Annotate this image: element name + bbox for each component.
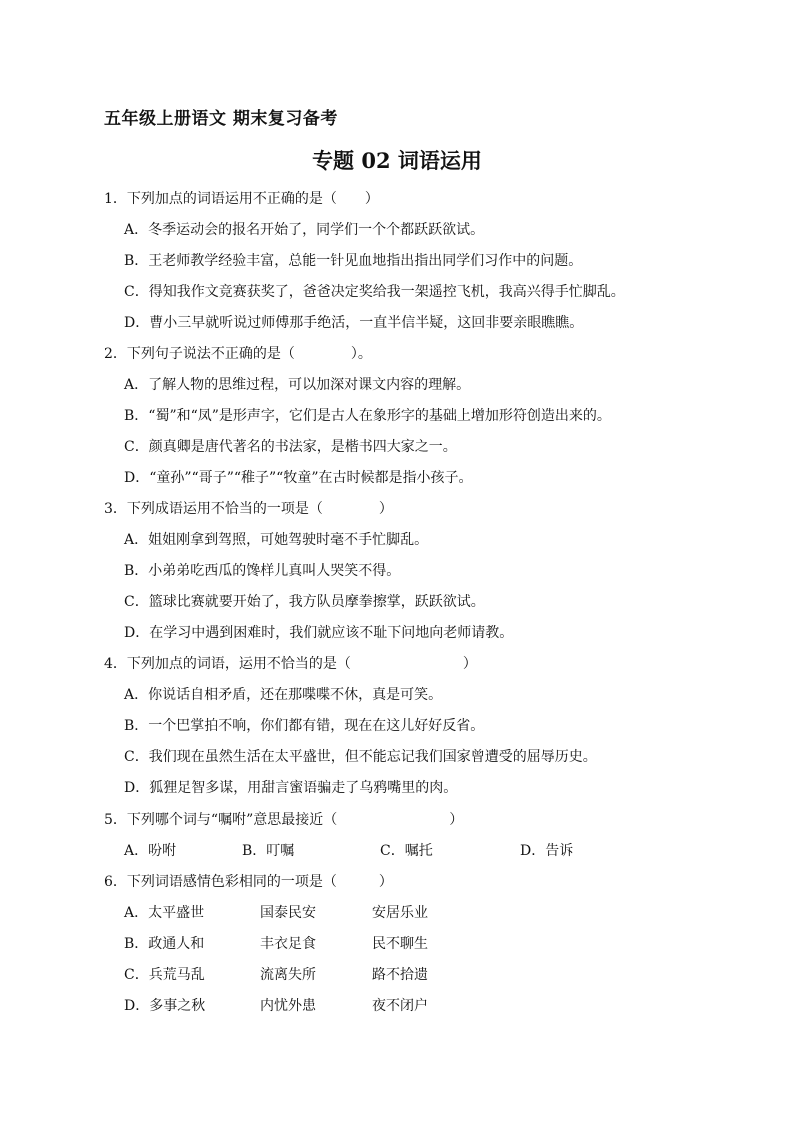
question-2 [104,339,724,494]
question-5 [104,805,724,867]
question-4-option-c: C．我们现在虽然生活在太平盛世，但不能忘记我们国家曾遭受的屈辱历史。 [124,749,597,765]
question-5-choice-b: B．叮嘱 [242,843,295,859]
question-1-option-a: A．冬季运动会的报名开始了，同学们一个个都跃跃欲试。 [124,222,485,238]
question-6-row-b-word-2: 丰衣足食 [260,936,316,952]
question-6-row-c-word-3: 路不拾遗 [372,967,428,983]
question-5-choice-c: C．嘱托 [380,843,433,859]
question-3-stem: 3．下列成语运用不恰当的一项是（ ） [104,501,393,517]
question-1-option-b: B．王老师教学经验丰富，总能一针见血地指出指出同学们习作中的问题。 [124,253,583,269]
question-3-option-b: B．小弟弟吃西瓜的馋样儿真叫人哭笑不得。 [124,563,401,579]
question-6-row-c [104,960,724,991]
question-6-row-b-word-3: 民不聊生 [372,936,428,952]
question-5-stem: 5．下列哪个词与“嘱咐”意思最接近（ ） [104,812,464,828]
question-6-row-d-word-2: 内忧外患 [260,998,316,1014]
question-4-option-a: A．你说话自相矛盾，还在那喋喋不休，真是可笑。 [124,687,443,703]
question-6 [104,867,724,1022]
question-6-stem: 6．下列词语感情色彩相同的一项是（ ） [104,874,393,890]
question-3-option-a: A．姐姐刚拿到驾照，可她驾驶时毫不手忙脚乱。 [124,532,429,548]
question-1-option-d: D．曹小三早就听说过师傅那手绝活，一直半信半疑，这回非要亲眼瞧瞧。 [124,315,584,331]
question-1-stem: 1．下列加点的词语运用不正确的是（ ） [104,191,379,207]
question-4 [104,649,724,804]
question-2-option-d: D．“童孙”“哥子”“稚子”“牧童”在古时候都是指小孩子。 [124,470,473,486]
question-6-row-a [104,898,724,929]
question-5-choice-d: D．告诉 [520,843,574,859]
question-2-option-a: A．了解人物的思维过程，可以加深对课文内容的理解。 [124,377,471,393]
question-6-row-b-word-1: B．政通人和 [124,936,205,952]
question-4-option-b: B．一个巴掌拍不响，你们都有错，现在在这儿好好反省。 [124,718,485,734]
question-3-option-d: D．在学习中遇到困难时，我们就应该不耻下问地向老师请教。 [124,625,514,641]
question-1 [104,184,724,339]
question-5-choices [104,836,724,867]
question-6-row-c-word-2: 流离失所 [260,967,316,983]
question-5-choice-a: A．吩咐 [124,843,177,859]
question-6-row-a-word-1: A．太平盛世 [124,905,205,921]
question-4-stem: 4．下列加点的词语，运用不恰当的是（ ） [104,656,477,672]
question-6-row-a-word-3: 安居乐业 [372,905,428,921]
question-6-row-d-word-3: 夜不闭户 [372,998,428,1014]
question-1-option-c: C．得知我作文竞赛获奖了，爸爸决定奖给我一架遥控飞机，我高兴得手忙脚乱。 [124,284,625,300]
question-3-option-c: C．篮球比赛就要开始了，我方队员摩拳擦掌，跃跃欲试。 [124,594,485,610]
question-6-row-b [104,929,724,960]
question-3 [104,494,724,649]
question-6-row-d-word-1: D．多事之秋 [124,998,206,1014]
question-6-row-d [104,991,724,1022]
question-6-row-a-word-2: 国泰民安 [260,905,316,921]
question-2-option-c: C．颜真卿是唐代著名的书法家，是楷书四大家之一。 [124,439,457,455]
question-2-option-b: B．“蜀”和“凤”是形声字，它们是古人在象形字的基础上增加形符创造出来的。 [124,408,611,424]
document-title: 专题 02 词语运用 [312,148,482,173]
question-6-row-c-word-1: C．兵荒马乱 [124,967,205,983]
question-4-option-d: D．狐狸足智多谋，用甜言蜜语骗走了乌鸦嘴里的肉。 [124,780,458,796]
question-2-stem: 2．下列句子说法不正确的是（ ）。 [104,346,372,362]
document-header: 五年级上册语文 期末复习备考 [104,109,338,129]
